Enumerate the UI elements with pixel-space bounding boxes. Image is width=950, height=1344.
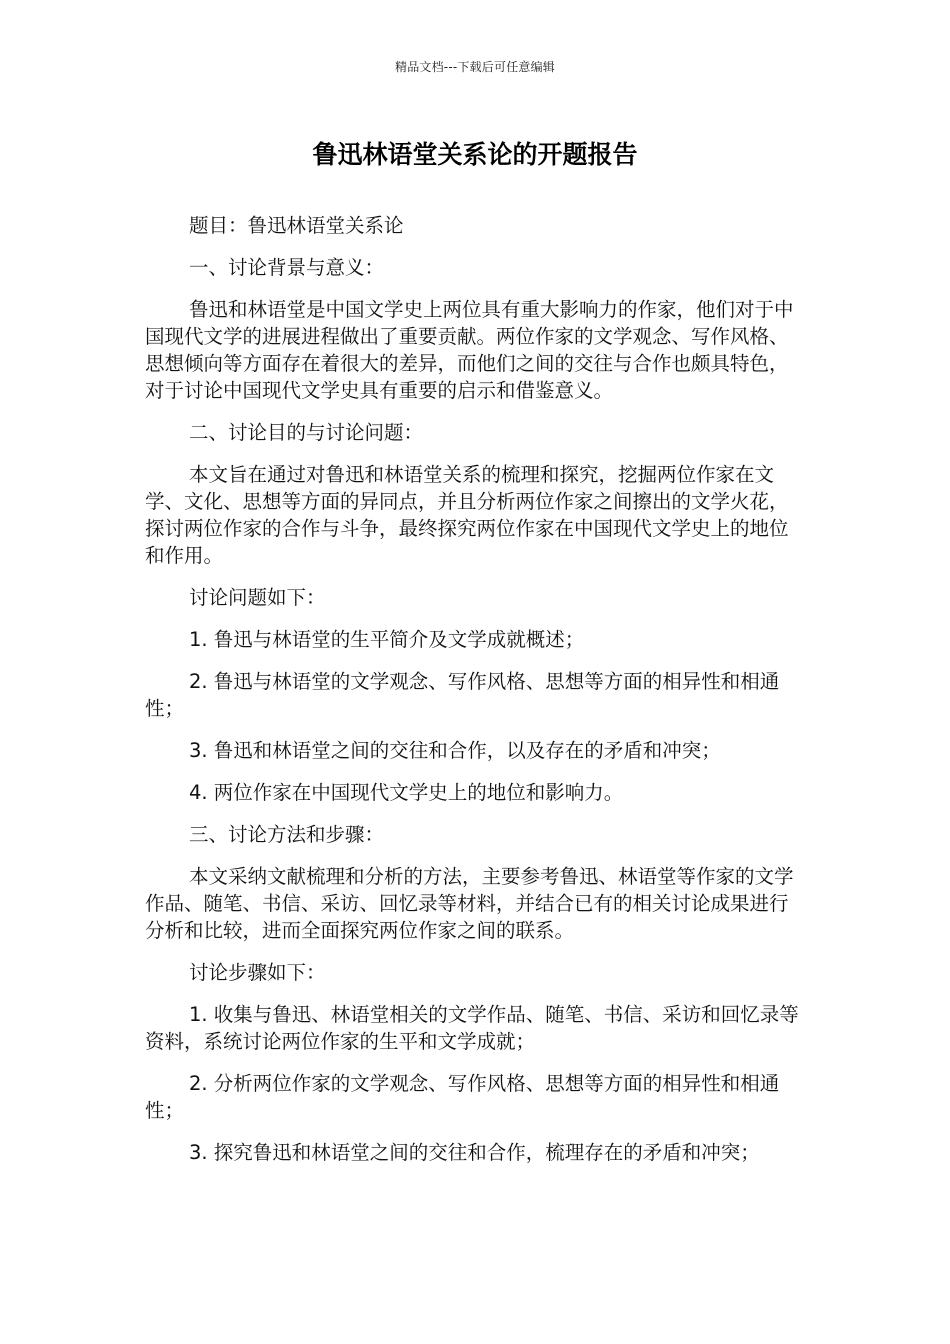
- section-heading-methods: 三、讨论方法和步骤：: [189, 823, 385, 846]
- section-heading-purpose: 二、讨论目的与讨论问题：: [189, 421, 424, 444]
- list-item-question-1: 1. 鲁迅与林语堂的生平简介及文学成就概述；: [189, 628, 585, 651]
- header-note: 精品文档---下载后可任意编辑: [395, 60, 555, 74]
- paragraph-questions-intro: 讨论问题如下：: [189, 586, 326, 609]
- list-item-question-3: 3. 鲁迅和林语堂之间的交往和合作，以及存在的矛盾和冲突；: [189, 739, 721, 762]
- list-item-step-2: 2. 分析两位作家的文学观念、写作风格、思想等方面的相异性和相通性；: [145, 1072, 780, 1122]
- document-body: [145, 212, 805, 1181]
- paragraph-background: 鲁迅和林语堂是中国文学史上两位具有重大影响力的作家，他们对于中国现代文学的进展进程做出了重要贡献。两位作家的文学观念、写作风格、思想倾向等方面存在着很大的差异，而他们之间的交往与合作也颇具特色，对于讨论中国现代文学史具有重要的启示和借鉴意义。: [145, 298, 794, 402]
- document-title: 鲁迅林语堂关系论的开题报告: [312, 140, 638, 169]
- section-heading-background: 一、讨论背景与意义：: [189, 256, 385, 279]
- list-item-question-4: 4. 两位作家在中国现代文学史上的地位和影响力。: [189, 781, 624, 804]
- paragraph-methods: 本文采纳文献梳理和分析的方法，主要参考鲁迅、林语堂等作家的文学作品、随笔、书信、采访、回忆录等材料，并结合已有的相关讨论成果进行分析和比较，进而全面探究两位作家之间的联系。: [145, 865, 794, 942]
- list-item-step-3: 3. 探究鲁迅和林语堂之间的交往和合作，梳理存在的矛盾和冲突；: [189, 1141, 760, 1164]
- list-item-step-1: 1. 收集与鲁迅、林语堂相关的文学作品、随笔、书信、采访和回忆录等资料，系统讨论两位作家的生平和文学成就；: [145, 1003, 799, 1053]
- paragraph-steps-intro: 讨论步骤如下：: [189, 961, 326, 984]
- paragraph-purpose: 本文旨在通过对鲁迅和林语堂关系的梳理和探究，挖掘两位作家在文学、文化、思想等方面的异同点，并且分析两位作家之间擦出的文学火花，探讨两位作家的合作与斗争，最终探究两位作家在中国现代文学史上的地位和作用。: [145, 463, 789, 567]
- list-item-question-2: 2. 鲁迅与林语堂的文学观念、写作风格、思想等方面的相异性和相通性；: [145, 670, 780, 720]
- paragraph-topic: 题目：鲁迅林语堂关系论: [189, 214, 404, 237]
